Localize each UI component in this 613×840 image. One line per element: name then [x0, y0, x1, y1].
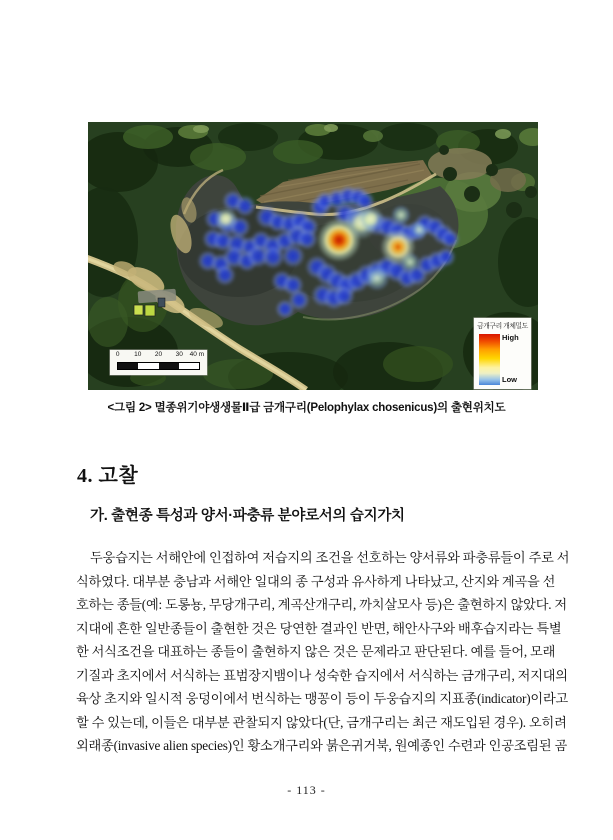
scalebar-segment	[118, 363, 138, 369]
map-scalebar	[110, 350, 207, 375]
scalebar-label: 10	[134, 351, 142, 358]
heatmap-point-warm	[380, 229, 416, 265]
scalebar-segment	[179, 363, 199, 369]
body-text-line: 기질과 초지에서 서식하는 표범장지뱀이나 성숙한 습지에서 서식하는 금개구리, 저지대의	[76, 667, 568, 683]
heatmap-point-cool	[391, 205, 411, 225]
heatmap-point-mild	[214, 207, 238, 231]
scalebar-segment	[159, 363, 179, 369]
page-number: - 113 -	[287, 783, 326, 797]
figure-caption: <그림 2> 멸종위기야생생물Ⅱ급 금개구리(Pelophylax chosenicus)의 출현위치도	[107, 402, 506, 414]
heatmap-point-blue	[214, 264, 236, 286]
heatmap-point-blue	[333, 285, 355, 307]
scalebar-segment	[138, 363, 158, 369]
body-text-line: 지대에 흔한 일반종들이 출현한 것은 당연한 결과인 반면, 해안사구와 배후습지라는 특별	[76, 620, 562, 636]
body-text-line: 식하였다. 대부분 충남과 서해안 일대의 종 구성과 유사하게 나타났고, 산지와 계곡을 선	[76, 573, 556, 589]
heatmap-point-blue	[234, 195, 256, 217]
heatmap-point-blue	[436, 247, 456, 267]
scalebar-label: 40 m	[189, 351, 205, 358]
heatmap-point-blue	[440, 229, 460, 249]
legend-color-ramp	[479, 334, 500, 385]
body-text-line: 할 수 있는데, 이들은 대부분 관찰되지 않았다(단, 금개구리는 최근 재도입된 경우). 오히려	[76, 714, 567, 730]
scalebar-segments	[117, 362, 200, 370]
heatmap-point-cool	[364, 265, 390, 291]
body-text-line: 호하는 종들(예: 도롱뇽, 무당개구리, 계곡산개구리, 까치살모사 등)은 출현하지 않았다. 저	[76, 597, 567, 612]
heatmap-point-hot	[317, 218, 361, 262]
scalebar-label: 30	[175, 351, 183, 358]
scalebar-label: 20	[154, 351, 163, 358]
map-legend	[474, 318, 531, 389]
legend-title: 금개구리 개체밀도	[477, 323, 528, 330]
scalebar-labels	[115, 351, 205, 362]
section-heading: 4. 고찰	[77, 465, 139, 487]
body-paragraph	[76, 546, 570, 758]
body-text-line: 한 서식조건을 대표하는 종들이 출현하지 않은 것은 문제라고 판단된다. 예를 들어, 모래	[76, 644, 556, 659]
body-text-line: 외래종(invasive alien species)인 황소개구리와 붉은귀거북, 원예종인 수련과 인공조림된 곰	[76, 738, 568, 753]
satellite-map	[88, 122, 538, 390]
scalebar-label: 0	[115, 351, 120, 358]
heatmap-point-blue	[281, 244, 305, 268]
heatmap-point-mild	[358, 206, 384, 232]
heatmap-point-blue	[275, 299, 295, 319]
body-text-line: 두웅습지는 서해안에 인접하여 저습지의 조건을 선호하는 양서류와 파충류들이 주로 서	[90, 550, 570, 565]
legend-high-label: High	[502, 333, 519, 342]
heatmap-point-cool	[410, 221, 428, 239]
body-text-line: 육상 초지와 일시적 웅덩이에서 번식하는 맹꽁이 등이 두웅습지의 지표종(indicator)이라고	[76, 691, 569, 706]
subsection-heading: 가. 출현종 특성과 양서·파충류 분야로서의 습지가치	[90, 508, 405, 524]
legend-low-label: Low	[502, 375, 517, 384]
